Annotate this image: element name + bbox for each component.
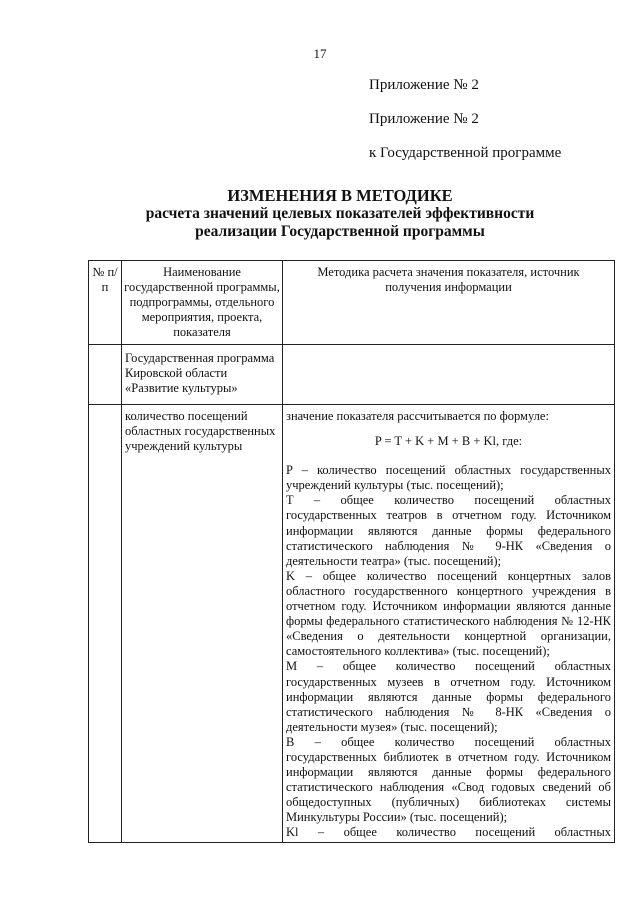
variable-description: B – общее количество посещений областных государственных библиотек в отчетном году. Источником информации являются данные формы федерального статистического наблюдения «Свод годовых сведений об общедоступных (публичных) библиотеках системы Минкультуры России» (тыс. посещений);	[286, 734, 611, 825]
formula-intro: значение показателя рассчитывается по формуле:	[286, 409, 549, 423]
appendix-label-repeat: Приложение № 2	[369, 111, 479, 127]
indicator-method-cell	[283, 405, 615, 843]
indicator-name-cell	[122, 405, 283, 843]
header-method: Методика расчета значения показателя, источник получения информации	[317, 265, 580, 295]
indicator-method	[283, 405, 614, 841]
page-number: 17	[313, 46, 327, 61]
title-line-1: ИЗМЕНЕНИЯ В МЕТОДИКЕ	[227, 186, 453, 205]
header-name: Наименование государственной программы, подпрограммы, отдельного мероприятия, проекта, показателя	[124, 265, 280, 340]
header-name-cell	[122, 261, 283, 345]
variable-descriptions	[286, 463, 611, 840]
title-line-2: расчета значений целевых показателей эффективности	[145, 205, 535, 222]
table-header-row	[89, 261, 615, 345]
title-line-3: реализации Государственной программы	[195, 223, 485, 240]
methodology-table	[88, 260, 615, 843]
table-row-program	[89, 345, 615, 405]
indicator-num-cell	[89, 405, 122, 843]
program-name: Государственная программа Кировской области «Развитие культуры»	[125, 351, 275, 396]
variable-description: M – общее количество посещений областных государственных музеев в отчетном году. Источником информации являются данные формы федерального статистического наблюдения № 8-НК «Сведения о деятельности музея» (тыс. посещений);	[286, 659, 611, 734]
header-num: № п/п	[92, 265, 118, 295]
document-title	[40, 186, 640, 241]
header-method-cell	[283, 261, 615, 345]
program-method-cell	[283, 345, 615, 405]
variable-description: P – количество посещений областных государственных учреждений культуры (тыс. посещений);	[286, 463, 611, 493]
table-row-indicator	[89, 405, 615, 843]
formula: P = T + K + M + B + Kl, где:	[374, 434, 523, 449]
appendix-reference: к Государственной программе	[369, 145, 562, 161]
header-num-cell	[89, 261, 122, 345]
variable-description: T – общее количество посещений областных государственных театров в отчетном году. Источником информации являются данные формы федерального статистического наблюдения № 9-НК «Сведения о деятельности театра» (тыс. посещений);	[286, 493, 611, 568]
variable-description: K – общее количество посещений концертных залов областного государственного концертного учреждения в отчетном году. Источником информации являются данные формы федерального статистического наблюдения № 12-НК «Сведения о деятельности концертной организации, самостоятельного коллектива» (тыс. посещений);	[286, 568, 611, 659]
appendix-label: Приложение № 2	[369, 77, 479, 93]
program-name-cell	[122, 345, 283, 405]
indicator-name: количество посещений областных государственных учреждений культуры	[125, 409, 276, 454]
variable-description: Kl – общее количество посещений областных	[286, 825, 611, 840]
program-num-cell	[89, 345, 122, 405]
